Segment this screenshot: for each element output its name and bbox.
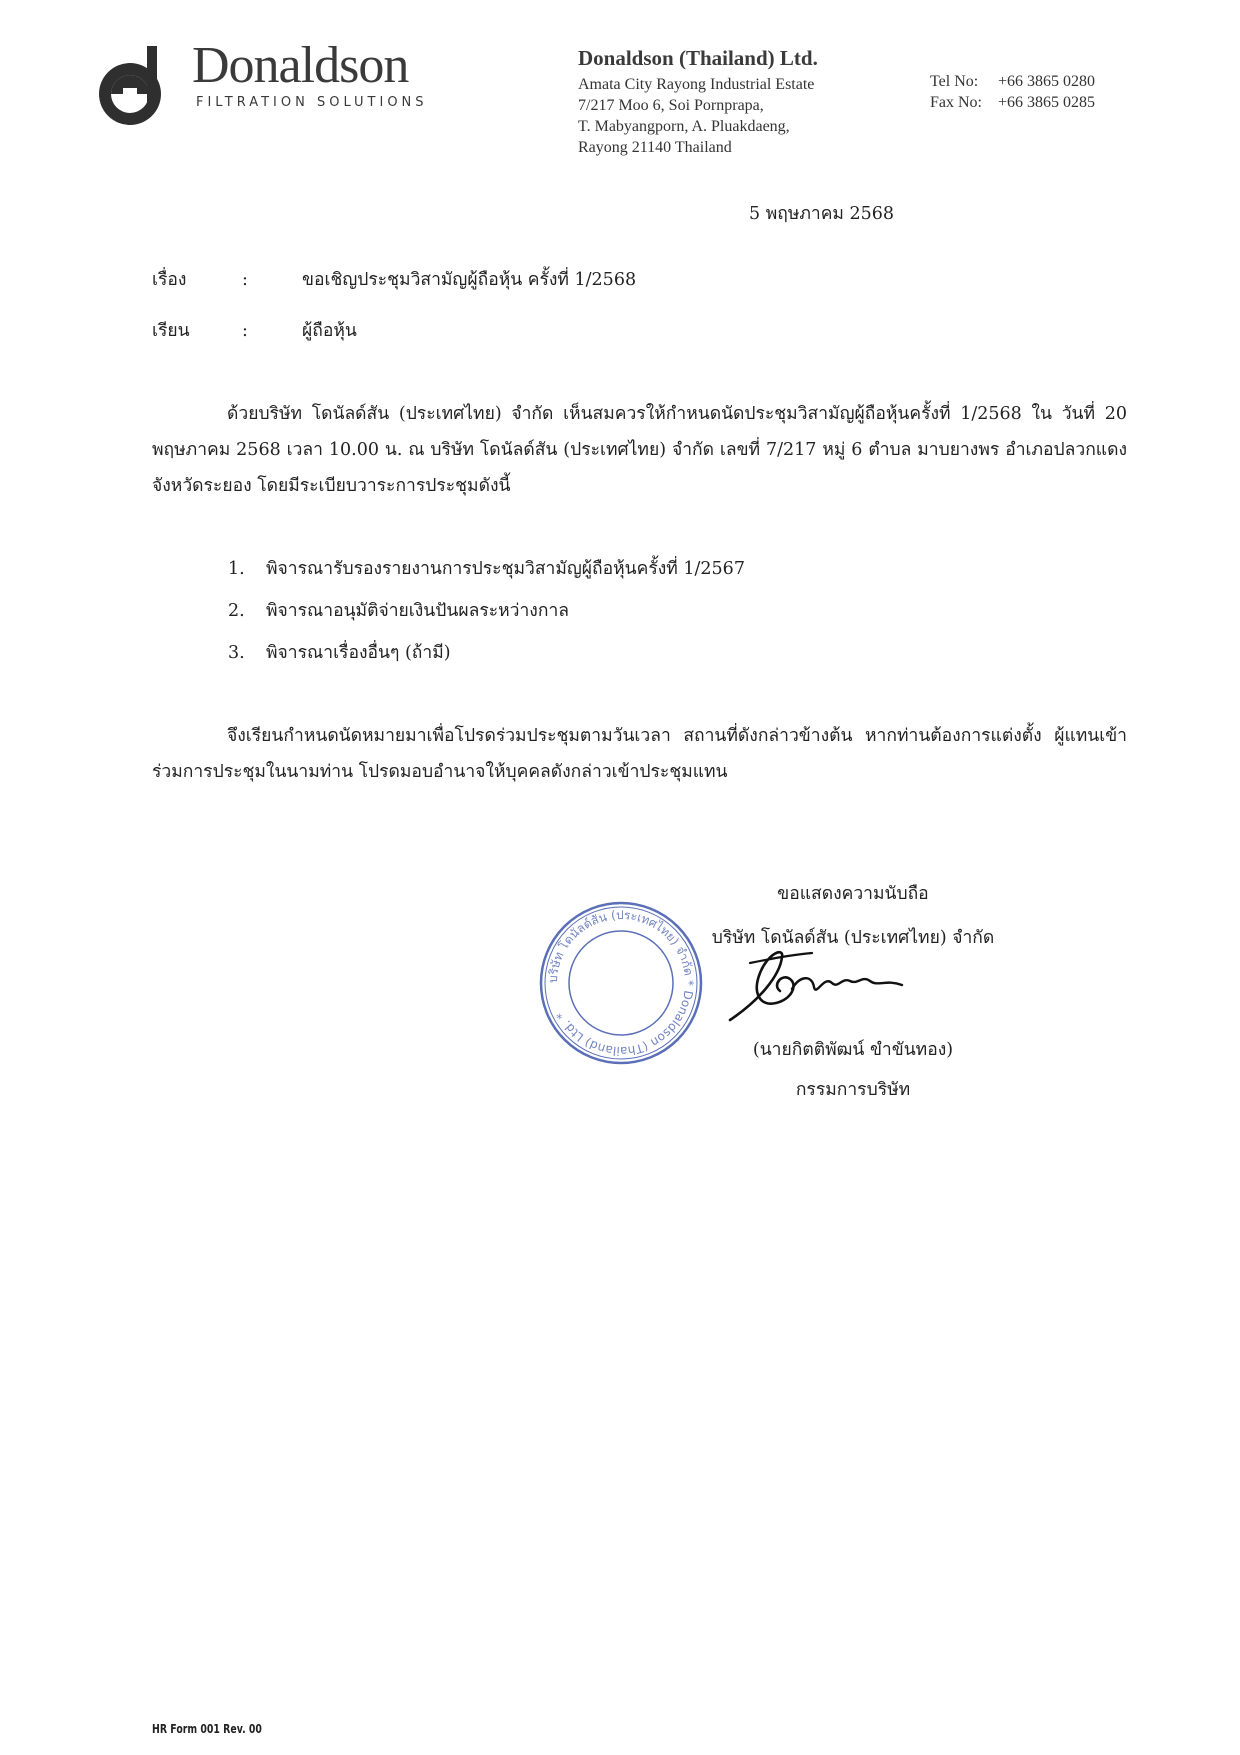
agenda-number: 3.	[228, 643, 245, 663]
agenda-list	[228, 548, 745, 674]
address-line: T. Mabyangporn, A. Pluakdaeng,	[578, 118, 790, 135]
subject-row	[152, 262, 636, 298]
company-name: Donaldson (Thailand) Ltd.	[578, 46, 818, 70]
agenda-number: 1.	[228, 559, 245, 579]
tel-row	[930, 71, 1095, 92]
agenda-item	[228, 590, 745, 632]
signer-title: กรรมการบริษัท	[795, 1080, 911, 1100]
handwritten-signature-icon	[720, 945, 910, 1025]
closing-paragraph	[152, 718, 1127, 790]
recipient-colon: :	[242, 321, 248, 341]
donaldson-logo-icon	[97, 44, 173, 128]
letter-date: 5 พฤษภาคม 2568	[749, 204, 895, 224]
tel-value: +66 3865 0280	[998, 73, 1096, 90]
agenda-item	[228, 548, 745, 590]
address-line: Rayong 21140 Thailand	[578, 139, 732, 156]
signer-name: (นายกิตติพัฒน์ ขำขันทอง)	[752, 1040, 954, 1060]
recipient-text: ผู้ถือหุ้น	[302, 321, 357, 341]
recipient-row	[152, 313, 357, 349]
agenda-text: พิจารณาเรื่องอื่นๆ (ถ้ามี)	[266, 643, 451, 663]
agenda-text: พิจารณาอนุมัติจ่ายเงินปันผลระหว่างกาล	[266, 601, 570, 621]
agenda-item	[228, 632, 745, 674]
fax-value: +66 3865 0285	[998, 94, 1096, 111]
complimentary-close: ขอแสดงความนับถือ	[777, 884, 929, 904]
subject-text: ขอเชิญประชุมวิสามัญผู้ถือหุ้น ครั้งที่ 1/2568	[302, 270, 637, 290]
signing-company: บริษัท โดนัลด์สัน (ประเทศไทย) จำกัด	[711, 928, 995, 948]
agenda-number: 2.	[228, 601, 245, 621]
svg-text:บริษัท โดนัลด์สัน (ประเทศไทย): บริษัท โดนัลด์สัน (ประเทศไทย) จำกัด * Donaldson (Thailand) Ltd. *	[545, 907, 697, 1059]
logo-tagline: FILTRATION SOLUTIONS	[196, 95, 428, 110]
contact-info	[930, 71, 1095, 113]
tel-label: Tel No:	[930, 73, 979, 90]
address-line: Amata City Rayong Industrial Estate	[578, 76, 815, 93]
agenda-text: พิจารณารับรองรายงานการประชุมวิสามัญผู้ถือหุ้นครั้งที่ 1/2567	[266, 559, 745, 579]
intro-paragraph	[152, 396, 1127, 504]
subject-label: เรื่อง	[152, 270, 187, 290]
company-address	[578, 74, 814, 158]
fax-row	[930, 92, 1095, 113]
address-line: 7/217 Moo 6, Soi Pornprapa,	[578, 97, 764, 114]
closing-text: จึงเรียนกำหนดนัดหมายมาเพื่อโปรดร่วมประชุมตามวันเวลา สถานที่ดังกล่าวข้างต้น หากท่านต้องการแต่งตั้ง ผู้แทนเข้าร่วมการประชุมในนามท่าน โปรดมอบอำนาจให้บุคคลดังกล่าวเข้าประชุมแทน	[152, 726, 1127, 782]
intro-text: ด้วยบริษัท โดนัลด์สัน (ประเทศไทย) จำกัด เห็นสมควรให้กำหนดนัดประชุมวิสามัญผู้ถือหุ้นครั้งที่ 1/2568 ใน วันที่ 20 พฤษภาคม 2568 เวลา 10.00 น. ณ บริษัท โดนัลด์สัน (ประเทศไทย) จำกัด เลขที่ 7/217 หมู่ 6 ตำบล มาบยางพร อำเภอปลวกแดง จังหวัดระยอง โดยมีระเบียบวาระการประชุมดังนี้	[152, 404, 1127, 496]
fax-label: Fax No:	[930, 94, 982, 111]
logo-wordmark: Donaldson	[192, 37, 409, 94]
recipient-label: เรียน	[152, 321, 190, 341]
form-code: HR Form 001 Rev. 00	[152, 1722, 262, 1736]
subject-colon: :	[242, 270, 248, 290]
